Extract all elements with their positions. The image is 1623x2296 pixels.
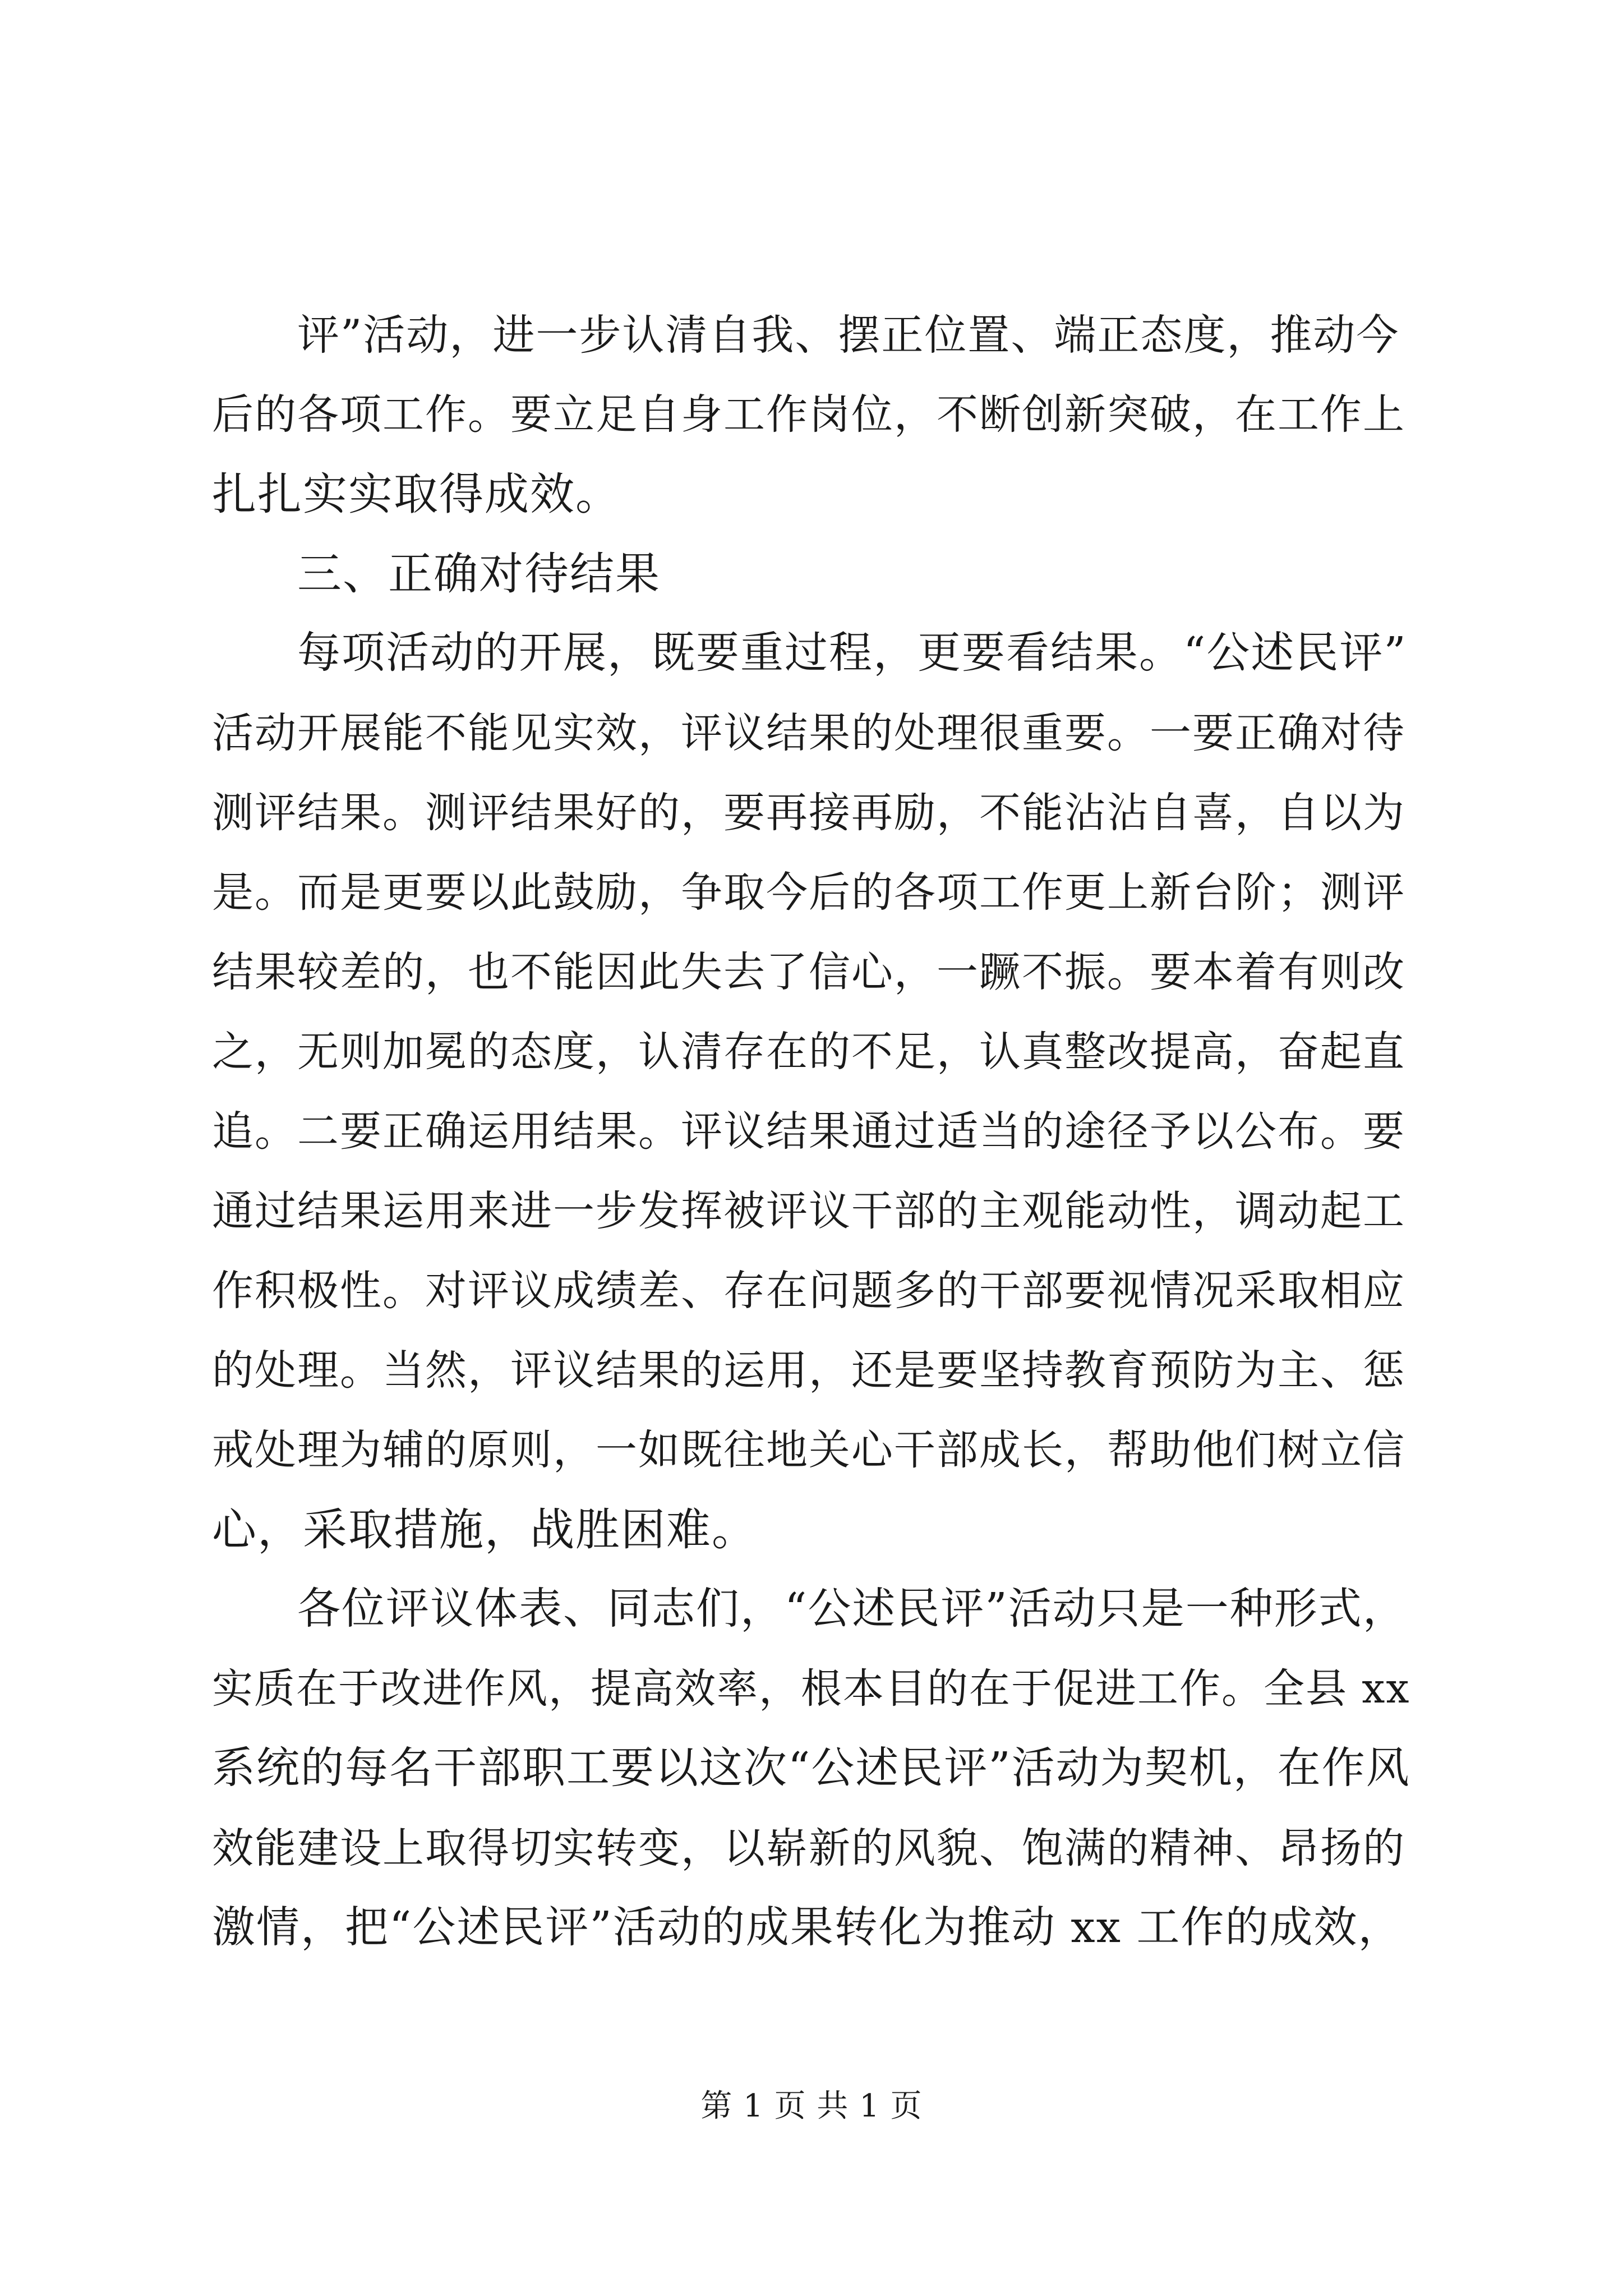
page-footer: 第 1 页 共 1 页 <box>700 2088 923 2124</box>
text-line: 测评结果。测评结果好的，要再接再励，不能沾沾自喜，自以为 <box>212 789 1405 837</box>
text-line: 每项活动的开展，既要重过程，更要看结果。“公述民评” <box>297 628 1407 678</box>
text-line: 追。二要正确运用结果。评议结果通过适当的途径予以公布。要 <box>212 1107 1405 1156</box>
text-line: 结果较差的，也不能因此失去了信心，一蹶不振。要本着有则改 <box>212 948 1405 996</box>
text-line: 作积极性。对评议成绩差、存在问题多的干部要视情况采取相应 <box>212 1267 1405 1315</box>
text-line: 评”活动，进一步认清自我、摆正位置、端正态度，推动今 <box>297 310 1400 360</box>
text-line: 后的各项工作。要立足自身工作岗位，不断创新突破，在工作上 <box>212 390 1405 439</box>
text-line: 效能建设上取得切实转变，以崭新的风貌、饱满的精神、昂扬的 <box>212 1824 1405 1872</box>
text-line: 各位评议体表、同志们，“公述民评”活动只是一种形式， <box>297 1584 1407 1634</box>
text-line: 之，无则加冕的态度，认清存在的不足，认真整改提高，奋起直 <box>212 1028 1405 1076</box>
text-line: 戒处理为辅的原则，一如既往地关心干部成长，帮助他们树立信 <box>212 1426 1405 1474</box>
text-line: 实质在于改进作风，提高效率，根本目的在于促进工作。全县 xx <box>212 1665 1410 1713</box>
text-line: 通过结果运用来进一步发挥被评议干部的主观能动性，调动起工 <box>212 1187 1405 1235</box>
text-line: 扎扎实实取得成效。 <box>212 468 621 520</box>
text-line: 活动开展能不能见实效，评议结果的处理很重要。一要正确对待 <box>212 709 1405 757</box>
text-line: 心，采取措施，战胜困难。 <box>212 1504 757 1556</box>
text-line: 激情，把“公述民评”活动的成果转化为推动 xx 工作的成效， <box>212 1903 1403 1953</box>
text-line: 的处理。当然，评议结果的运用，还是要坚持教育预防为主、惩 <box>212 1346 1405 1395</box>
text-line: 系统的每名干部职工要以这次“公述民评”活动为契机，在作风 <box>212 1743 1410 1793</box>
text-line: 是。而是更要以此鼓励，争取今后的各项工作更上新台阶；测评 <box>212 868 1405 917</box>
section-heading: 三、正确对待结果 <box>297 548 661 600</box>
